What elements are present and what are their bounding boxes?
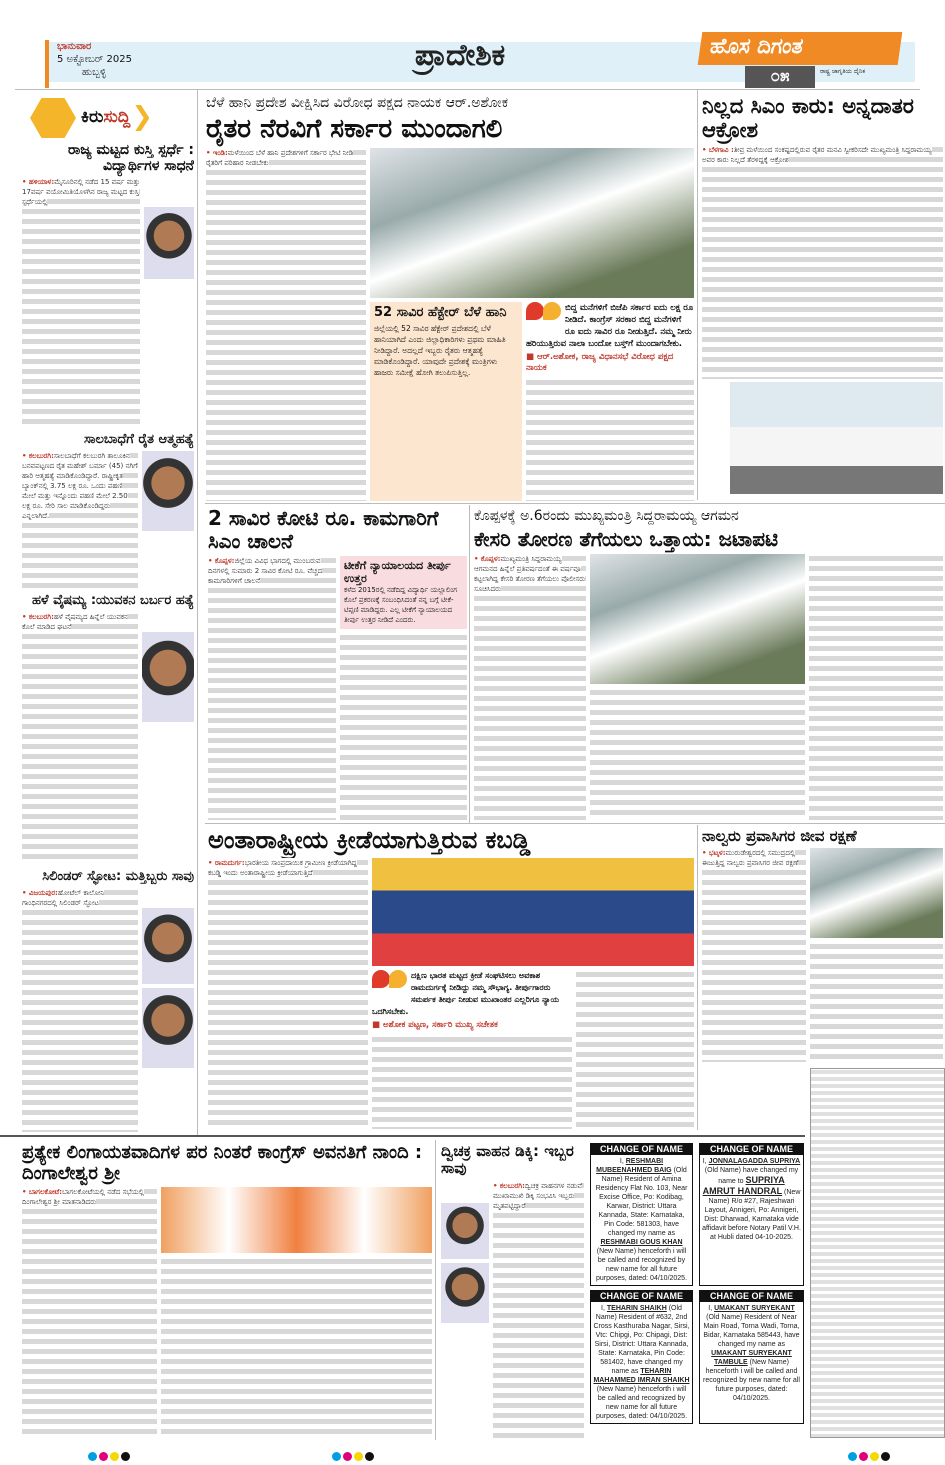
hand-icon — [30, 98, 76, 138]
tourists-headline: ನಾಲ್ವರು ಪ್ರವಾಸಿಗರ ಜೀವ ರಕ್ಷಣೆ — [702, 828, 857, 845]
koppal2-headline: ಕೇಸರಿ ತೋರಣ ತೆಗೆಯಲು ಒತ್ತಾಯ: ಜಟಾಪಟಿ — [474, 527, 779, 551]
lead-photo — [370, 148, 694, 298]
koppal2-photo — [590, 554, 805, 684]
victim-photo — [441, 1263, 489, 1323]
classified-ad: CHANGE OF NAME I, RESHMABI MUBEENAHMED BAIG (Old Name) Resident of Amina Residency Flat No. 103, Near Excise Office, Po: Kodibag, Karwar, District: Uttara Kannada, State: Karnataka, Pin Code: 581303, have changed my name as RESHMABI GOUS KHAN (New Name) henceforth i will be called and recognized by new name for all future purposes, dated: 04/10/2025. — [590, 1143, 693, 1286]
day: ಭಾನುವಾರ — [57, 41, 92, 52]
lead-kicker: ಬೆಳೆ ಹಾನಿ ಪ್ರದೇಶ ವೀಕ್ಷಿಸಿದ ವಿರೋಧ ಪಕ್ಷದ ನಾಯಕ ಆರ್.ಅಶೋಕ — [206, 95, 509, 111]
lead-body-cont — [526, 378, 694, 501]
chevron-icon — [135, 105, 149, 131]
story-headline: ರಾಜ್ಯ ಮಟ್ಟದ ಕುಸ್ತಿ ಸ್ಪರ್ಧೆ : ವಿದ್ಯಾರ್ಥಿಗಳ ಸಾಧನೆ — [67, 142, 194, 175]
kirusuddi-logo — [30, 98, 192, 138]
story-headline: ಹಳೆ ವೈಷಮ್ಯ :ಯುವಕನ ಬರ್ಬರ ಹತ್ಯೆ — [31, 594, 194, 608]
quote-text: ದಕ್ಷಿಣ ಭಾರತ ಮಟ್ಟದ ಕ್ರೀಡೆ ಸಂಘಟಿಸಲು ಅವಕಾಶ ರಾಮದುರ್ಗಕ್ಕೆ ನೀಡಿದ್ದು ನಮ್ಮ ಸೌಭಾಗ್ಯ. ತೀರ್ಪುಗಾರರು ಸಮರ್ಪಕ ತೀರ್ಪು ನೀಡುವ ಮುಖಾಂತರ ಎಲ್ಲರಿಗೂ ನ್ಯಾಯ ಒದಗಿಸಬೇಕು. — [372, 970, 560, 1016]
cmcar-body: • ಬೆಳಗಾವಿ :ತೀವ್ರ ಮಳೆಯಿಂದ ಸಂಕಷ್ಟದಲ್ಲಿರುವ ರೈತರ ಮನವಿ ಸ್ವೀಕರಿಸದೇ ಮುಖ್ಯಮಂತ್ರಿ ಸಿದ್ದರಾಮಯ್ಯ ಅವರ ಕಾರು ನಿಲ್ಲದೆ ತೆರಳಿದ್ದಕ್ಕೆ ಆಕ್ರೋಶ — [702, 145, 943, 379]
section-title: ಪ್ರಾದೇಶಿಕ — [414, 38, 506, 73]
koppal2-body-cont — [809, 554, 943, 820]
accident-headline: ದ್ವಿಚಕ್ರ ವಾಹನ ಡಿಕ್ಕಿ: ಇಬ್ಬರ ಸಾವು — [441, 1143, 574, 1178]
kabaddi-body-cont — [576, 970, 694, 1129]
story-photo — [142, 988, 194, 1068]
divider — [697, 90, 698, 500]
story-body: • ಕಲಬುರಗಿ:ಸಾಲಬಾಧೆಗೆ ಕಲಬುರಗಿ ತಾಲೂಕಿನ ಬನವಪಟ್ಟಣದ ರೈತ ಮಹೇಶ್ ಬರ್ಮಾ (45) ನಗಿಗೆ ಹಾರಿ ಆತ್ಮಹತ್ಯೆ ಮಾಡಿಕೊಂಡಿದ್ದಾರೆ. ರಾಷ್ಟ್ರೀಕೃತ ಬ್ಯಾಂಕ್‌ನಲ್ಲಿ 3.75 ಲಕ್ಷ ರೂ. ಒಂದು ಪಹಣಿ ಮೇಲೆ ಮತ್ತು ಇನ್ನೊಂದು ಪಹಣಿ ಮೇಲೆ 2.50 ಲಕ್ಷ ರೂ. ಸೇರಿ ಸಾಲ ಮಾಡಿಕೊಂಡಿದ್ದರು ಎನ್ನಲಾಗಿದೆ. — [22, 451, 138, 588]
koppal1-body-cont — [340, 633, 467, 820]
quote-source: ■ ಅಶೋಕ ಪಟ್ಟಣ, ಸರ್ಕಾರಿ ಮುಖ್ಯ ಸಚೇತಕ — [372, 1019, 498, 1030]
color-registration-marks — [848, 1446, 892, 1465]
tourists-body: • ಭಟ್ಕಳ:ಮುರುಡೇಶ್ವರದಲ್ಲಿ ಸಮುದ್ರದಲ್ಲಿ ಈಜುತ್ತಿದ್ದ ನಾಲ್ವರು ಪ್ರವಾಸಿಗರ ಜೀವ ರಕ್ಷಣೆ — [702, 848, 806, 1062]
cmcar-article — [702, 94, 943, 494]
masthead-tagline: ರಾಷ್ಟ್ರ ಜಾಗೃತಿಯ ದೈನಿಕ — [820, 68, 866, 75]
story-photo — [144, 207, 194, 279]
story-headline: ಸಾಲಬಾಧೆಗೆ ರೈತ ಆತ್ಮಹತ್ಯೆ — [84, 433, 194, 447]
name-change-ads — [590, 1143, 806, 1424]
classified-ad: CHANGE OF NAME I, UMAKANT SURYEKANT (Old Name) Resident of Near Main Road, Torna Wadi, Torna, Bidar, Karnataka 585443, have changed my name as UMAKANT SURYEKANT TAMBULE (New Name) henceforth i will be called and recognized by new name for all future purposes, dated: 04/10/2025. — [699, 1290, 804, 1424]
lingayat-body: • ಬಾಗಲಕೋಟೆ:ಬಾಗಲಕೋಟೆಯಲ್ಲಿ ನಡೆದ ಸಭೆಯಲ್ಲಿ ದಿಂಗಾಲೇಶ್ವರ ಶ್ರೀ ಮಾತನಾಡಿದರು — [22, 1187, 157, 1438]
quote-source: ■ ಆರ್.ಅಶೋಕ, ರಾಜ್ಯ ವಿಧಾನಸಭೆ ವಿರೋಧ ಪಕ್ಷದ ನಾಯಕ — [526, 351, 674, 373]
classified-ad: CHANGE OF NAME I, JONNALAGADDA SUPRIYA (Old Name) have changed my name to SUPRIYA AMRUT HANDRAL (New Name) R/o #27, Rajeshwari Layout, Annigeri, Po: Annigeri, Dist: Dharwad, Karnataka vide affidavit before Notary Patil V.H. at Hubli dated 04-10-2025. — [699, 1143, 804, 1286]
kabaddi-article — [208, 827, 694, 1129]
koppal1-body: • ಕೊಪ್ಪಳ:ಜಿಲ್ಲೆಯ ವಿವಿಧ ಭಾಗದಲ್ಲಿ ಮುಂಬರುವ ದಿನಗಳಲ್ಲಿ ಸುಮಾರು 2 ಸಾವಿರ ಕೋಟಿ ರೂ. ವೆಚ್ಚದ ಕಾಮಗಾರಿಗಳಿಗೆ ಚಾಲನೆ — [208, 556, 336, 820]
lead-quote — [526, 302, 694, 374]
story-photo — [142, 451, 194, 531]
tourists-body-cont — [810, 942, 943, 1062]
story-body: • ವಿಜಯಪುರ:ಹೋಟೆಲ್ ಕಾಲೋನಿ ಗಾಂಧಿನಗರದಲ್ಲಿ ಸಿಲಿಂಡರ್ ಸ್ಫೋಟ — [22, 888, 138, 1132]
divider — [15, 89, 920, 90]
story-photo — [142, 632, 194, 722]
victim-photo — [441, 1203, 489, 1259]
story-headline: ಸಿಲಿಂಡರ್ ಸ್ಫೋಟ: ಮತ್ತಿಬ್ಬರು ಸಾವು — [42, 870, 194, 884]
kabaddi-headline: ಅಂತಾರಾಷ್ಟ್ರೀಯ ಕ್ರೀಡೆಯಾಗುತ್ತಿರುವ ಕಬಡ್ಡಿ — [208, 827, 531, 854]
kabaddi-photo — [372, 858, 694, 966]
kabaddi-body: • ರಾಮದುರ್ಗ:ಭಾರತೀಯ ಸಾಂಪ್ರದಾಯಿಕ ಗ್ರಾಮೀಣ ಕ್ರೀಡೆಯಾಗಿದ್ದ ಕಬಡ್ಡಿ ಇಂದು ಅಂತಾರಾಷ್ಟ್ರೀಯ ಕ್ರೀಡೆಯಾಗುತ್ತಿದೆ — [208, 858, 368, 1129]
lingayat-headline: ಪ್ರತ್ಯೇಕ ಲಿಂಗಾಯತವಾದಿಗಳ ಪರ ನಿಂತರೆ ಕಾಂಗ್ರೆಸ್ ಅವನತಿಗೆ ನಾಂದಿ : ದಿಂಗಾಲೇಶ್ವರ ಶ್ರೀ — [22, 1143, 423, 1184]
divider — [205, 823, 945, 824]
box-body: ಕಳೆದ 2015ರಲ್ಲಿ ನಡೆದಿದ್ದ ವಿದ್ಯಾರ್ಥಿ ಯಲ್ಲಾಲಿಂಗ ಕೊಲೆ ಪ್ರಕರಣಕ್ಕೆ ಸಂಬಂಧಿಸಿದಂತೆ ನನ್ನ ಬಗ್ಗೆ ಟೀಕೆ-ಟಿಪ್ಪಣಿ ಮಾಡಿದ್ದರು. ಎಲ್ಲ ಟೀಕೆಗೆ ನ್ಯಾಯಾಲಯದ ತೀರ್ಪು ಉತ್ತರ ನೀಡಿದೆ ಎಂದರು. — [344, 586, 458, 625]
box-title: ಟೀಕೆಗೆ ನ್ಯಾಯಾಲಯದ ತೀರ್ಪು ಉತ್ತರ — [344, 559, 451, 585]
lingayat-article — [22, 1143, 432, 1438]
quote-icon — [372, 970, 408, 996]
koppal2-body-cont — [590, 688, 805, 820]
divider — [697, 825, 698, 1130]
short-story — [22, 870, 194, 1132]
koppal2-body: • ಕೊಪ್ಪಳ:ಮುಖ್ಯಮಂತ್ರಿ ಸಿದ್ದರಾಮಯ್ಯ ಆಗಮನದ ಹಿನ್ನೆಲೆ ಪ್ರತಿವರ್ಷದಂತೆ ಈ ವರ್ಷವೂ ಕಟ್ಟಲಾಗಿದ್ದ ಕೇಸರಿ ತೋರಣ ತೆಗೆಯಲು ಪೊಲೀಸರು ಸೂಚಿಸಿದರು — [474, 554, 586, 820]
story-photo — [142, 908, 194, 984]
story-body: • ಕಲಬುರಗಿ:ಹಳೆ ವೈಷಮ್ಯದ ಹಿನ್ನೆಲೆ ಯುವಕನ ಕೊಲೆ ಮಾಡಿದ ಘಟನೆ — [22, 612, 138, 864]
short-story — [22, 142, 194, 427]
tourists-photo — [810, 848, 943, 938]
cmcar-photo — [730, 382, 943, 494]
classifieds-column — [810, 1068, 945, 1438]
divider — [205, 503, 945, 504]
koppal1-headline: 2 ಸಾವಿರ ಕೋಟಿ ರೂ. ಕಾಮಗಾರಿಗೆ ಸಿಎಂ ಚಾಲನೆ — [208, 507, 439, 553]
cmcar-headline: ನಿಲ್ಲದ ಸಿಎಂ ಕಾರು: ಅನ್ನದಾತರ ಆಕ್ರೋಶ — [702, 94, 914, 143]
accident-body: • ಕಲಬುರಗಿ:ದ್ವಿಚಕ್ರ ವಾಹನಗಳ ನಡುವೆ ಮುಖಾಮುಖಿ ಡಿಕ್ಕಿ ಸಂಭವಿಸಿ ಇಬ್ಬರು ಮೃತಪಟ್ಟಿದ್ದಾರೆ — [493, 1181, 584, 1439]
tourists-article — [702, 828, 943, 1062]
lingayat-photo — [161, 1187, 432, 1253]
page-number: ೦೫ — [745, 66, 815, 88]
koppal1-sidebar-box — [340, 556, 467, 629]
lead-body: • ಇಂಡಿ:ಮಳೆಯಿಂದ ಬೆಳೆ ಹಾನಿ ಪ್ರದೇಶಗಳಿಗೆ ಸರ್ಕಾರ ಭೇಟಿ ನೀಡಿ ರೈತರಿಗೆ ಪರಿಹಾರ ನೀಡಬೇಕು — [206, 148, 366, 501]
short-news-column — [22, 142, 194, 1132]
short-story — [22, 433, 194, 588]
masthead-logo: ಹೊಸ ದಿಗಂತ — [698, 32, 903, 65]
divider — [197, 90, 198, 1135]
date-box — [45, 40, 155, 88]
kabaddi-body-cont — [372, 1035, 572, 1129]
koppal1-article — [208, 507, 467, 820]
koppal2-kicker: ಕೊಪ್ಪಳಕ್ಕೆ ಅ.6ರಂದು ಮುಖ್ಯಮಂತ್ರಿ ಸಿದ್ದರಾಮಯ್ಯ ಆಗಮನ — [474, 508, 739, 524]
quote-icon — [526, 302, 562, 328]
city: ಹುಬ್ಬಳ್ಳಿ — [82, 67, 107, 78]
kirusuddi-label: ಕಿರು — [81, 107, 104, 128]
divider — [435, 1140, 436, 1440]
divider — [469, 505, 470, 823]
quote-text: ಬಿದ್ದ ಮನೆಗಳಿಗೆ ಬಿಜೆಪಿ ಸರ್ಕಾರ ಐದು ಲಕ್ಷ ರೂ ನೀಡಿದೆ. ಕಾಂಗ್ರೆಸ್ ಸರಕಾರ ಬಿದ್ದ ಮನೆಗಳಿಗೆ ರೂ ಐದು ಸಾವಿರ ರೂ ನೀಡುತ್ತಿದೆ. ನಮ್ಮ ನೀರು ಹರಿಯುತ್ತಿರುವ ನಾಲಾ ಬಂದೋ ಬಸ್ತ್‌ಗೆ ಮುಂದಾಗಬೇಕು. — [526, 302, 694, 349]
accident-article — [441, 1143, 584, 1438]
date: 5 ಅಕ್ಟೋಬರ್ 2025 — [57, 54, 132, 65]
story-body: • ಹಳಿಯಾಳ:ಮೈಸೂರಿನಲ್ಲಿ ನಡೆದ 15 ವರ್ಷ ಮತ್ತು 17ವರ್ಷ ವಯೋಮಿತಿಯೊಳಗಿನ ರಾಜ್ಯ ಮಟ್ಟದ ಕುಸ್ತಿ ಸ್ಪರ್ಧೆಯಲ್ಲಿ — [22, 177, 140, 427]
color-registration-marks — [332, 1446, 376, 1465]
box-title: 52 ಸಾವಿರ ಹೆಕ್ಟೇರ್ ಬೆಳೆ ಹಾನಿ — [374, 304, 507, 320]
short-story — [22, 594, 194, 864]
lingayat-body-cont — [161, 1257, 432, 1438]
lead-sidebar-box — [370, 302, 522, 501]
kirusuddi-label: ಸುದ್ದಿ — [103, 107, 131, 128]
box-body: ಜಿಲ್ಲೆಯಲ್ಲಿ 52 ಸಾವಿರ ಹೆಕ್ಟೇರ್ ಪ್ರದೇಶದಲ್ಲಿ ಬೆಳೆ ಹಾನಿಯಾಗಿದೆ ಎಂದು ಜಿಲ್ಲಾಧಿಕಾರಿಗಳು ಪ್ರಥಮ ಮಾಹಿತಿ ನೀಡಿದ್ದಾರೆ. ಅದಲ್ಲದೆ ಇಬ್ಬರು ರೈತರು ಆತ್ಮಹತ್ಯೆ ಮಾಡಿಕೊಂಡಿದ್ದಾರೆ. ಯಾವುದೇ ಪ್ರದೇಶಕ್ಕೆ ಮಂತ್ರಿಗಳು ಹಾಜರು ಸಮೀಕ್ಷೆ ಹೋಗಿ ತಲುಪಿಸುತ್ತಿಲ್ಲ. — [374, 323, 506, 377]
koppal2-article — [474, 507, 943, 820]
lead-headline: ರೈತರ ನೆರವಿಗೆ ಸರ್ಕಾರ ಮುಂದಾಗಲಿ — [206, 114, 503, 144]
classified-ad: CHANGE OF NAME I, TEHARIN SHAIKH (Old Name) Resident of #632, 2nd Cross Kasthuraba Nagar, Sirsi, Vtc: Chipgi, Po: Chipagi, Dist: Sirsi, District: Uttara Kannada, State: Karnataka, Pin Code: 581402, have changed my name as TEHARIN MAHAMMED IMRAN SHAIKH (New Name) henceforth i will be called and recognized by new name for all future purposes, dated: 04/10/2025. — [590, 1290, 693, 1424]
color-registration-marks — [88, 1446, 132, 1465]
kabaddi-quote — [372, 970, 572, 1031]
divider — [0, 1135, 805, 1137]
lead-article — [206, 94, 694, 501]
